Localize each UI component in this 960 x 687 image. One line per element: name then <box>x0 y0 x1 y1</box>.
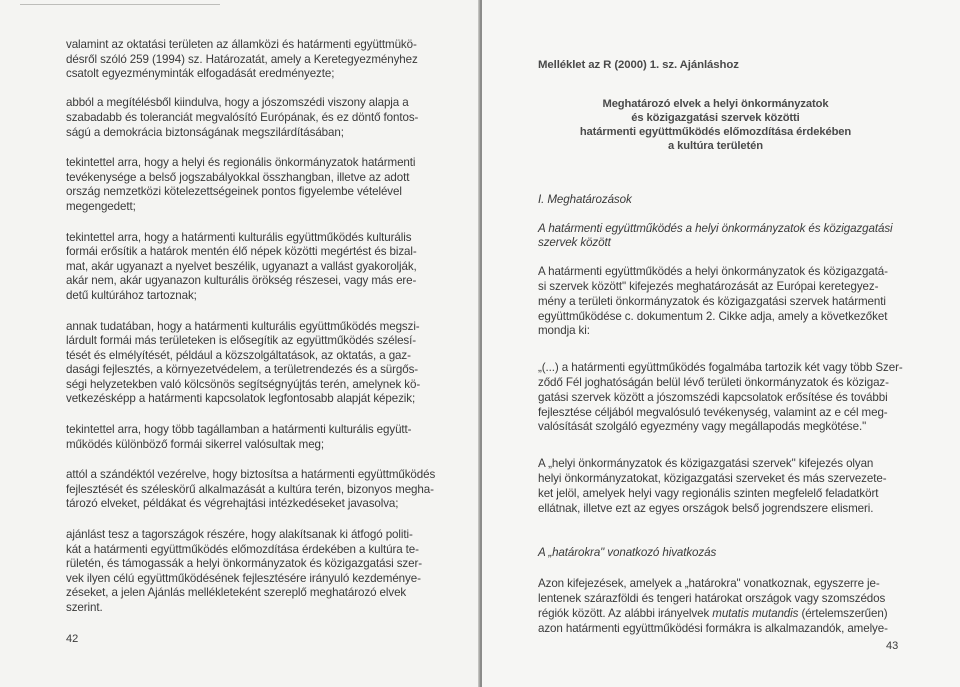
text-line: detű kultúrához tartoznak; <box>66 288 197 302</box>
text-line: vetkezésképp a határmenti kapcsolatok legfontosabb alapját képezik; <box>66 392 416 406</box>
text-line: formái erősítik a határok mentén élő népek közötti megértést és bizal- <box>66 245 417 259</box>
text-line: ország nemzetközi kötelezettségeinek pontos figyelembe vételével <box>66 185 402 199</box>
text-line: ellátnak, illetve ezt az egyes országok belső jogrendszere elismeri. <box>538 501 874 515</box>
paragraph <box>538 577 893 636</box>
text-line: mény a területi önkormányzatok és közigazgatási szervek határmenti <box>538 294 886 308</box>
document-title <box>538 97 893 153</box>
paragraph <box>66 423 438 452</box>
text-line: szerint. <box>66 601 103 614</box>
text-line: tekintettel arra, hogy a határmenti kulturális együttműködés kulturális <box>66 230 412 244</box>
paragraph <box>66 320 438 408</box>
left-page-text <box>66 38 438 630</box>
text-line: lentenek szárazföldi és tengeri határokat országok vagy szomszédos <box>538 591 886 605</box>
text-line: szabadabb és toleranciát megvalósító Európának, és ez döntő fontos- <box>66 110 419 124</box>
text-line: „(...) a határmenti együttműködés fogalmába tartozik két vagy több Szer- <box>538 361 903 375</box>
text-line: si szervek között" kifejezés meghatározását az Európai keretegyez- <box>538 279 879 293</box>
text-line: zéseket, a jelen Ajánlás mellékleteként szereplő meghatározó elvek <box>66 586 407 600</box>
text-line: Azon kifejezések, amelyek a „határokra" vonatkoznak, egyszerre je- <box>538 577 880 591</box>
text-fragment: (értelemszerűen) <box>801 606 888 620</box>
text-fragment: régiók között. Az alábbi irányelvek <box>538 606 710 620</box>
text-line: ket jelöl, amelyek helyi vagy regionális szinten megfelelő feladatkört <box>538 486 879 500</box>
title-line: és közigazgatási szervek közötti <box>631 111 800 124</box>
text-line: désről szóló 259 (1994) sz. Határozatát, amely a Keretegyezményhez <box>66 52 418 66</box>
right-page-text <box>538 58 903 636</box>
text-line: mondja ki: <box>538 324 590 338</box>
text-line: valamint az oktatási területen az államközi és határmenti együttmükö- <box>66 38 417 51</box>
title-line: Meghatározó elvek a helyi önkormányzatok <box>602 97 829 110</box>
text-line: ségi helyzetekben való kölcsönös segítségnyújtás terén, amelynek kö- <box>66 377 421 391</box>
text-line: ságú a demokrácia biztonságának megszilárdításában; <box>66 125 344 139</box>
text-line: azon határmenti együttműködési formákra is alkalmazandók, amelye- <box>538 621 888 635</box>
subheading <box>538 222 893 252</box>
text-line: dasági fejlesztés, a környezetvédelem, a területrendezés és a sürgős- <box>66 363 419 377</box>
text-line: annak tudatában, hogy a határmenti kulturális együttműködés megszi- <box>66 319 420 333</box>
paragraph <box>538 457 893 516</box>
section-heading: I. Meghatározások <box>538 192 632 206</box>
text-line: tekintettel arra, hogy több tagállamban a határmenti kulturális együtt- <box>66 423 412 437</box>
paragraph <box>66 468 438 512</box>
paragraph <box>538 265 893 339</box>
text-line: csatolt egyezményminták elfogadását eredményezte; <box>66 67 335 81</box>
text-line: működés különböző formái sikerrel valósultak meg; <box>66 437 325 451</box>
italic-term: mutatis mutandis <box>712 606 799 620</box>
text-line: tározó elveket, példákat és végrehajtási intézkedéseket javasolva; <box>66 497 399 511</box>
text-line: vek ilyen célú együttműködésének fejlesztésére irányuló kezdeménye- <box>66 571 421 585</box>
quote-paragraph <box>538 361 903 435</box>
text-line: lárdult formái más területeken is elősegítik az együttműködés szélesí- <box>66 334 416 348</box>
text-line: ajánlást tesz a tagországok részére, hogy alakítsanak ki átfogó politi- <box>66 528 413 542</box>
subheading: A „határokra" vonatkozó hivatkozás <box>538 546 717 560</box>
text-line: tését és elmélyítését, például a közszolgáltatások, az oktatás, a gaz- <box>66 348 411 362</box>
page-number: 43 <box>886 640 899 652</box>
text-line: kát a határmenti együttműködés előmozdítása érdekében a kultúra te- <box>66 542 419 556</box>
text-line: megengedett; <box>66 199 136 213</box>
top-rule <box>20 4 220 5</box>
paragraph <box>66 231 438 304</box>
text-line: szervek között <box>538 236 611 250</box>
annex-title: Melléklet az R (2000) 1. sz. Ajánláshoz <box>538 59 739 71</box>
text-line: együttműködése c. dokumentum 2. Cikke adja, amely a következőket <box>538 309 888 323</box>
text-line: helyi önkormányzatokat, közigazgatási szerveket és más szervezete- <box>538 471 887 485</box>
paragraph <box>66 528 438 616</box>
text-line: gatási szervek között a jószomszédi kapcsolatok erősítése és további <box>538 390 888 404</box>
title-line: határmenti együttműködés előmozdítása érdekében <box>579 125 852 138</box>
text-line: mat, akár ugyanazt a nyelvet beszélik, ugyanazt a vallást gyakorolják, <box>66 259 417 273</box>
text-line <box>538 607 893 622</box>
text-line: A „helyi önkormányzatok és közigazgatási szervek" kifejezés olyan <box>538 457 874 471</box>
text-line: A határmenti együttműködés a helyi önkormányzatok és közigazgatá- <box>538 265 888 279</box>
paragraph <box>66 156 438 214</box>
text-line: rületén, és támogassák a helyi önkormányzatok és közigazgatási szer- <box>66 557 423 571</box>
text-line: A határmenti együttműködés a helyi önkormányzatok és közigazgatási <box>538 221 893 235</box>
title-line: a kultúra területén <box>667 139 764 152</box>
text-line: tekintettel arra, hogy a helyi és regionális önkormányzatok határmenti <box>66 156 416 170</box>
text-line: abból a megítélésből kiindulva, hogy a jószomszédi viszony alapja a <box>66 96 409 110</box>
text-line: fejlesztését és széleskörű alkalmazását a kultúra terén, bizonyos megha- <box>66 482 434 496</box>
text-line: valósítását szolgáló egyezmény vagy megállapodás megkötése." <box>538 420 867 434</box>
text-line: ződő Fél joghatóságán belül lévő területi önkormányzatok és közigaz- <box>538 375 889 389</box>
paragraph <box>66 96 438 140</box>
page-number: 42 <box>66 633 79 645</box>
paragraph <box>66 38 438 82</box>
text-line: akár nem, akár ugyanazon kulturális örökség részesei, vagy más ere- <box>66 274 417 288</box>
text-line: fejlesztése céljából megvalósuló tevékenység, valamint az e cél meg- <box>538 405 888 419</box>
text-line: attól a szándéktól vezérelve, hogy biztosítsa a határmenti együttműködés <box>66 468 436 482</box>
text-line: tevékenysége a belső jogszabályokkal összhangban, illetve az adott <box>66 170 410 184</box>
